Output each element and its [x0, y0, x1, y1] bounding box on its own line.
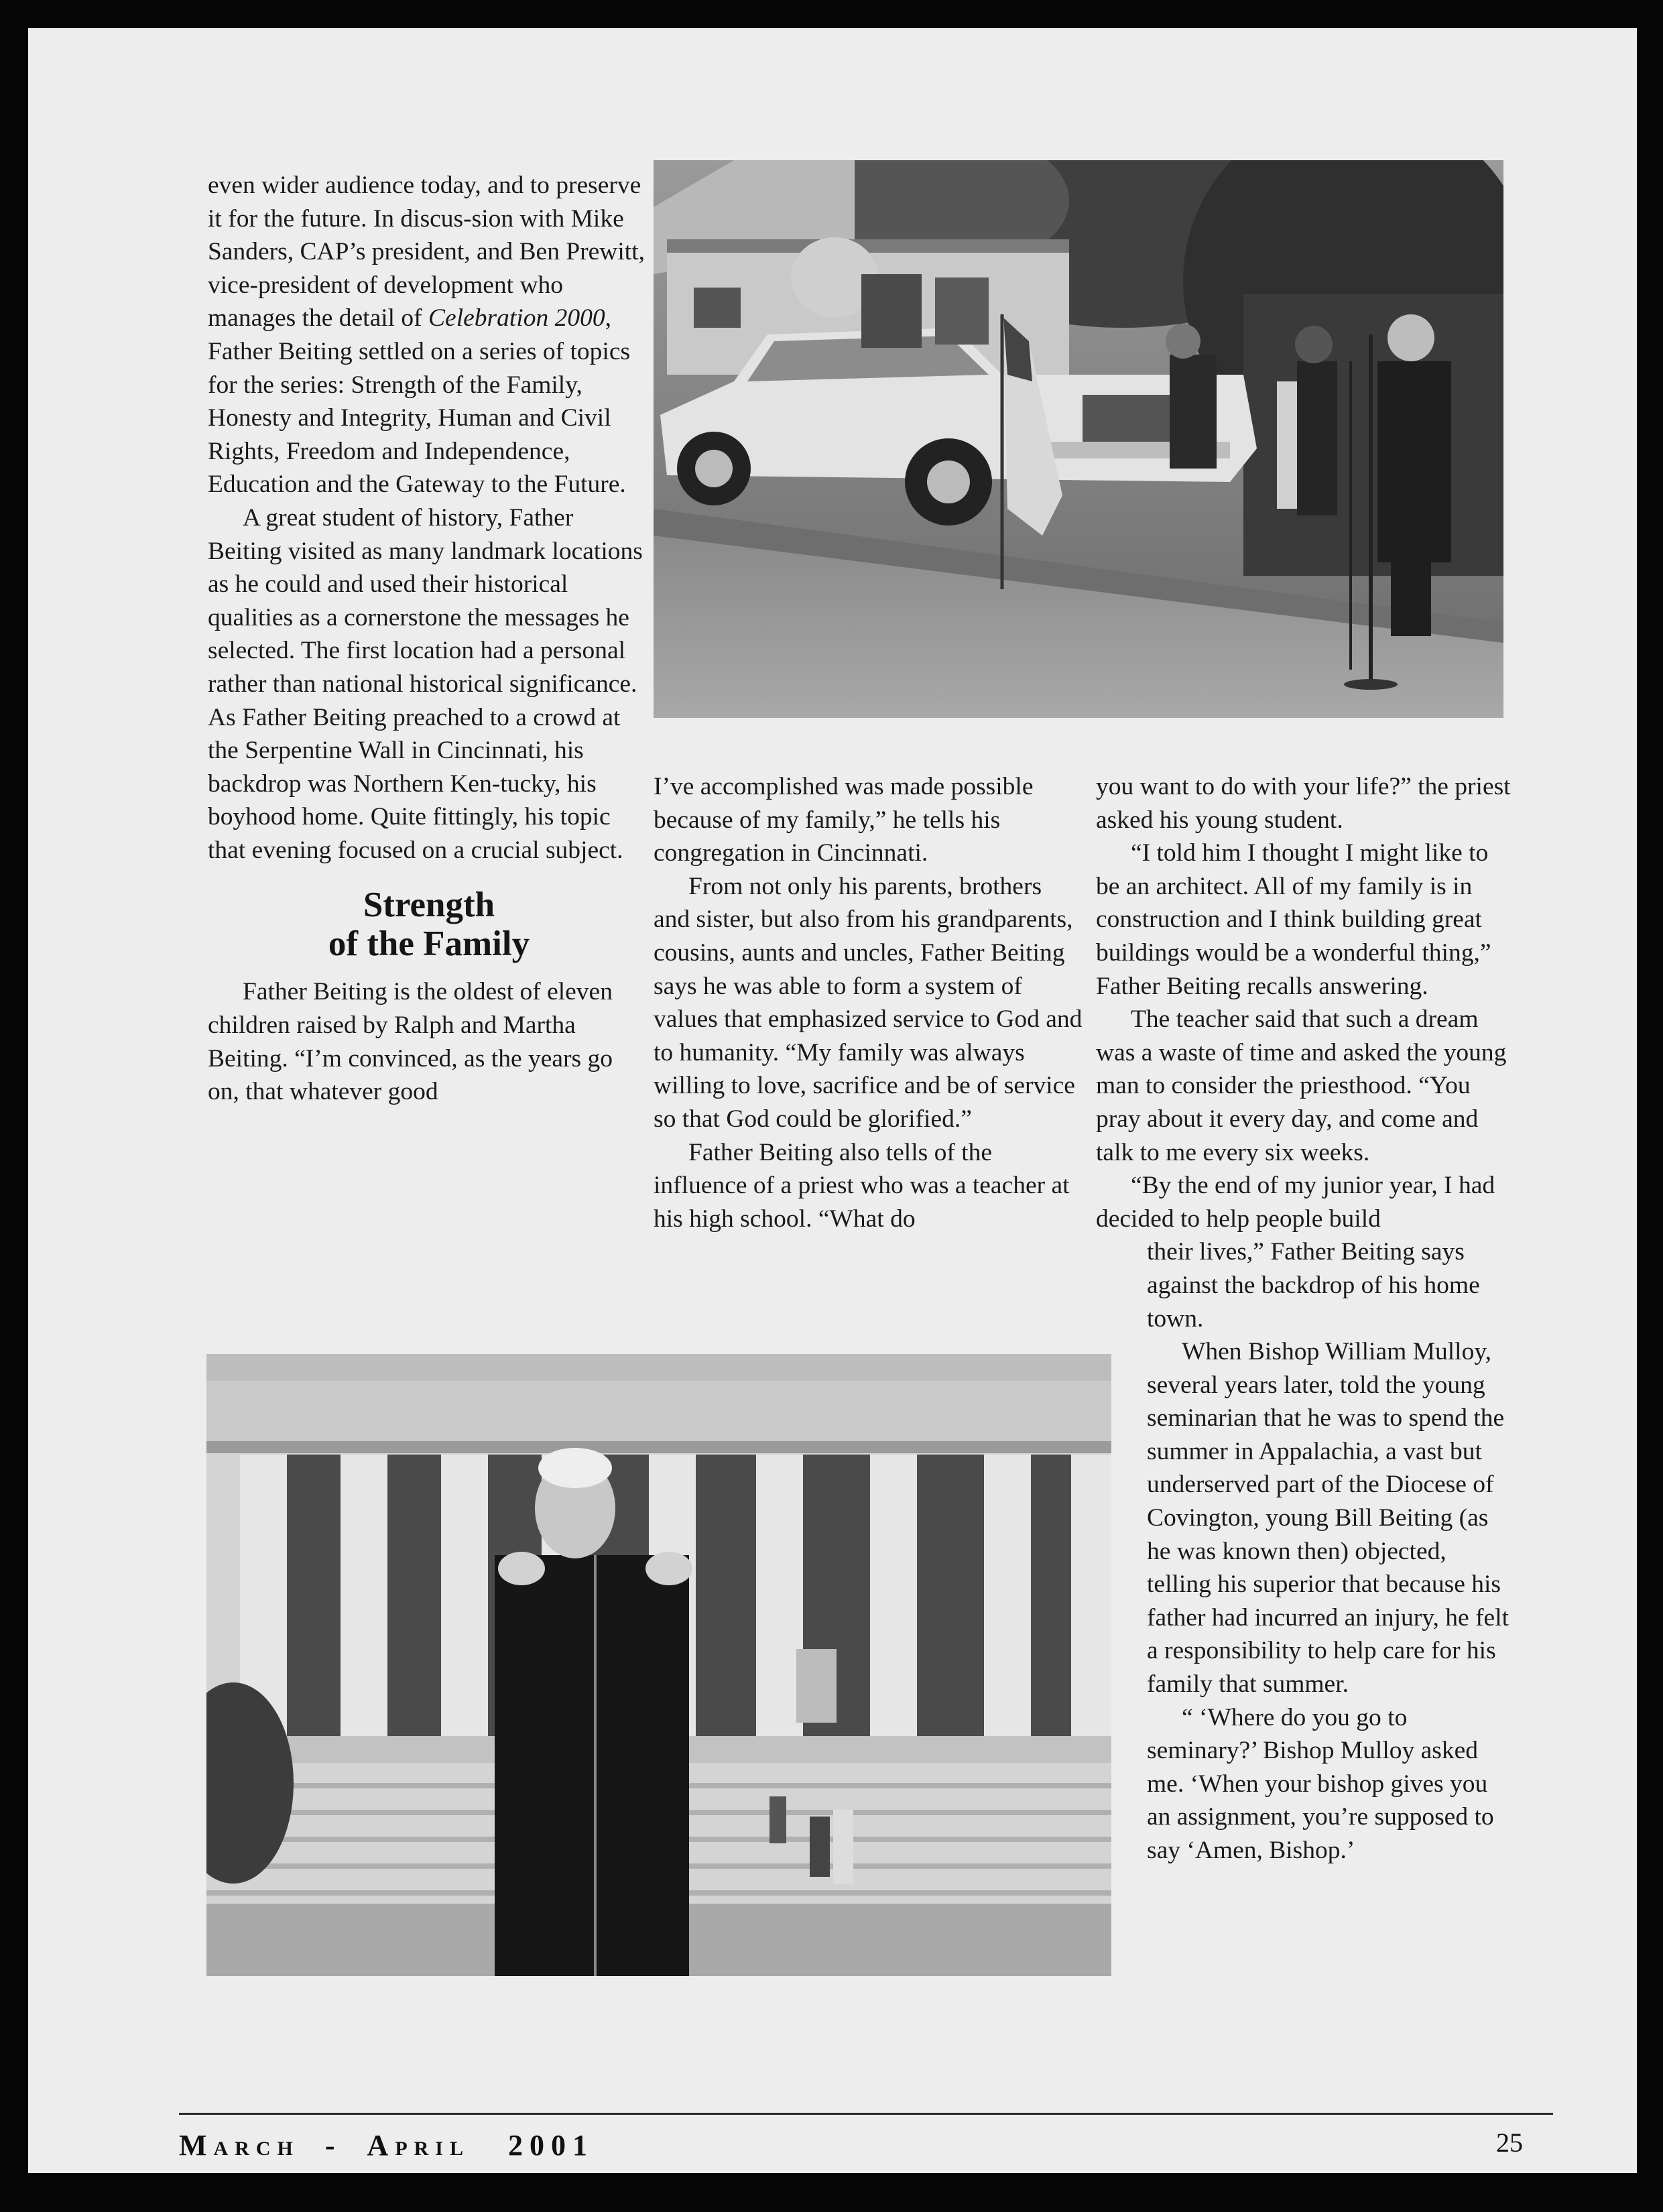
left-paragraph-1: even wider audience today, and to preserve it for the future. In discus-sion with Mike Sanders, CAP’s president, and Ben Prewitt, vice-president of development who manages the detail of Celebration 2000, Father Beiting settled on a series of topics for the series: Strength of the Family, Honesty and Integrity, Human and Civil Rights, Freedom and Independence, Education and the Gateway to the Future. — [208, 172, 645, 499]
right-paragraph-4-start: “By the end of my junior year, I had decided to help people build — [1096, 1172, 1495, 1233]
left-paragraph-3: Father Beiting is the oldest of eleven children raised by Ralph and Martha Beiting. “I’m convinced, as the years go on, that whatever good — [208, 978, 613, 1106]
photo-lincoln-memorial-speaker — [206, 1354, 1111, 1976]
photo-car-and-speaker-image — [654, 160, 1503, 718]
page-number: 25 — [1496, 2128, 1523, 2158]
right-paragraph-1: you want to do with your life?” the priest asked his young student. — [1096, 773, 1511, 834]
photo-lincoln-memorial-image — [206, 1354, 1111, 1976]
right-paragraph-5: When Bishop William Mulloy, several years later, told the young seminarian that he was to spend the summer in Appalachia, a vast but underserved part of the Diocese of Covington, young Bill Beiting (as he was known then) objected, telling his superior that because his father had incurred an injury, he felt a responsibility to help care for his family that summer. — [1147, 1338, 1510, 1699]
footer-issue-date: MARCH - APRIL 2001 — [179, 2129, 594, 2162]
middle-paragraph-1: I’ve accomplished was made possible because of my family,” he tells his congregation in Cincinnati. — [654, 773, 1034, 867]
middle-paragraph-2: From not only his parents, brothers and sister, but also from his grandparents, cousins, aunts and uncles, Father Beiting says he was able to form a system of values that emphasized service to God and to humanity. “My family was always willing to love, sacrifice and be of service so that God could be glorified.” — [654, 872, 1083, 1133]
left-paragraph-2: A great student of history, Father Beiting visited as many landmark locations as he could and used their historical qualities as a cornerstone the messages he selected. The first location had a personal rather than national historical significance. As Father Beiting preached to a crowd at the Serpentine Wall in Cincinnati, his backdrop was Northern Ken-tucky, his boyhood home. Quite fittingly, his topic that evening focused on a crucial subject. — [208, 503, 643, 864]
column-right — [1096, 770, 1512, 1867]
column-left — [208, 169, 650, 1109]
photo-car-and-speaker — [654, 160, 1503, 718]
middle-paragraph-3: Father Beiting also tells of the influence of a priest who was a teacher at his high school. “What do — [654, 1138, 1070, 1233]
magazine-page — [28, 28, 1637, 2173]
celebration-2000-italic: Celebration 2000 — [428, 304, 605, 332]
right-paragraph-2: “I told him I thought I might like to be an architect. All of my family is in construction and I think building great buildings would be a wonderful thing,” Father Beiting recalls answering. — [1096, 839, 1491, 1000]
column-middle — [654, 770, 1083, 1235]
right-paragraph-6: “ ‘Where do you go to seminary?’ Bishop Mulloy asked me. ‘When your bishop gives you an assignment, you’re supposed to say ‘Amen, Bishop.’ — [1147, 1703, 1494, 1864]
right-paragraph-4-rest: their lives,” Father Beiting says against the backdrop of his home town. — [1147, 1238, 1480, 1333]
footer-rule — [179, 2113, 1553, 2115]
right-paragraph-3: The teacher said that such a dream was a waste of time and asked the young man to consider the priesthood. “You pray about it every day, and come and talk to me every six weeks. — [1096, 1005, 1507, 1166]
section-heading: Strength of the Family — [328, 885, 530, 964]
